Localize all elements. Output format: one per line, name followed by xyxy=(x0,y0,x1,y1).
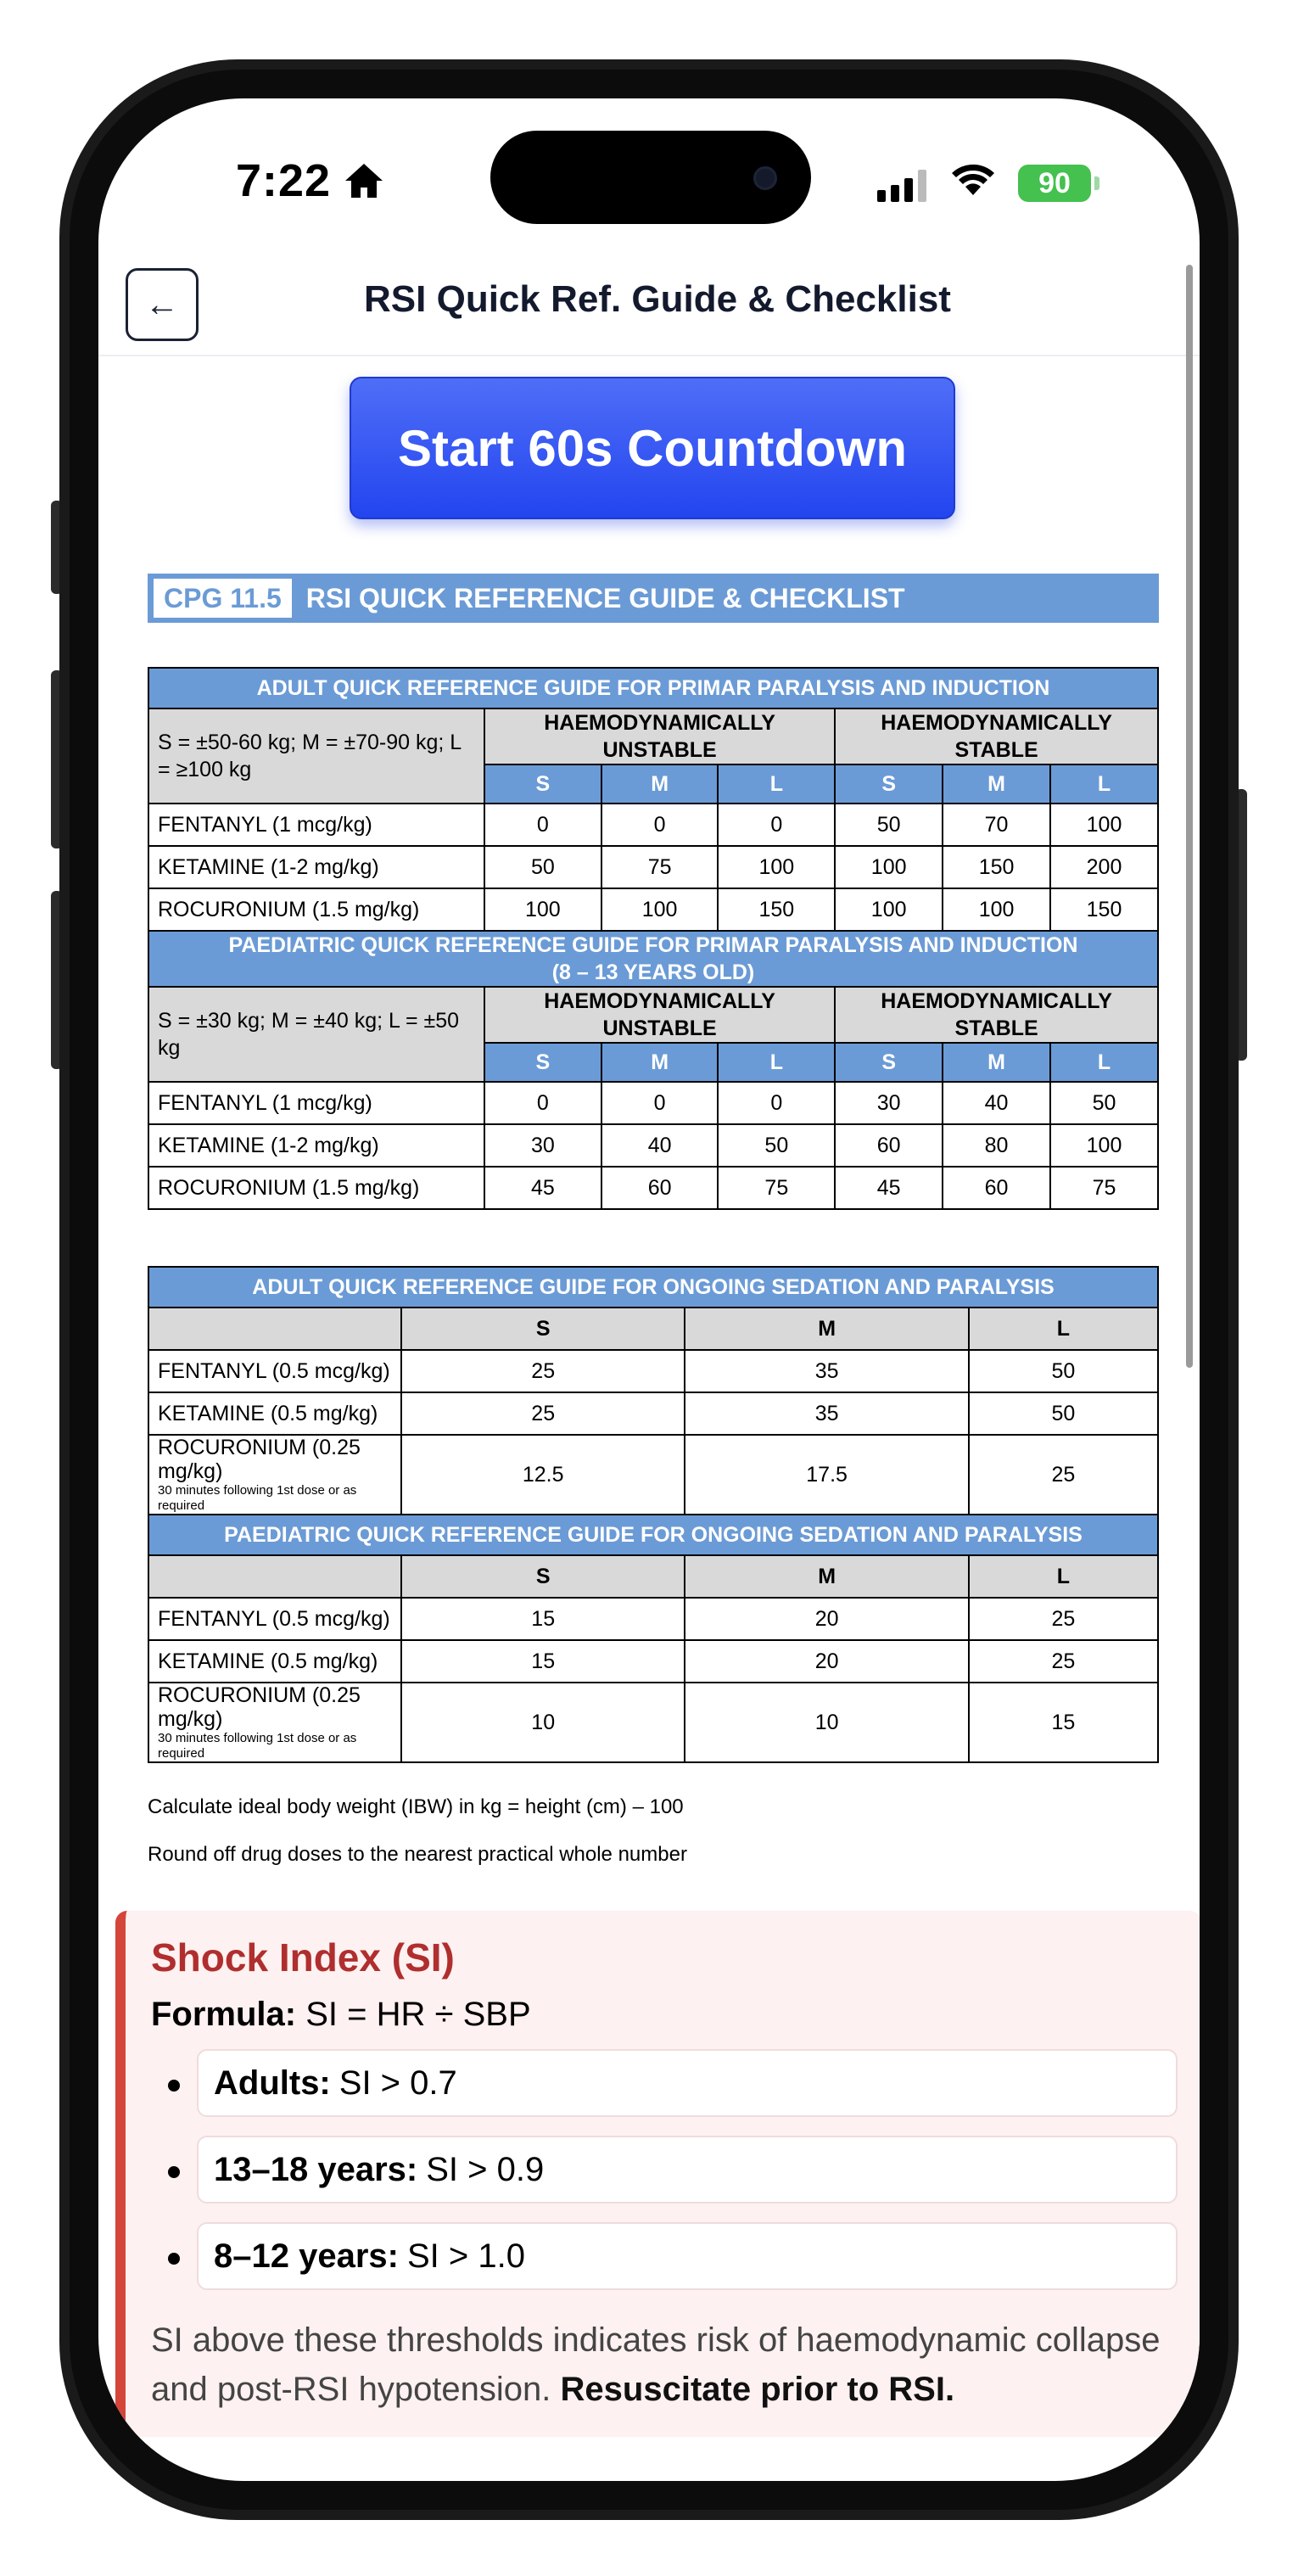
app-header xyxy=(98,268,1200,356)
page-title: RSI Quick Ref. Guide & Checklist xyxy=(364,278,951,320)
camera-icon xyxy=(753,166,777,190)
sedation-table xyxy=(148,1266,1159,1763)
wifi-icon xyxy=(948,161,998,199)
induction-table xyxy=(148,667,1159,1210)
table-row: KETAMINE (1-2 mg/kg) 50 75 100 100 150 200 xyxy=(148,846,1158,888)
size-header-row: S M L xyxy=(148,1308,1158,1350)
back-arrow-icon: ← xyxy=(145,285,179,323)
table-row: KETAMINE (0.5 mg/kg) 15 20 25 xyxy=(148,1640,1158,1683)
shock-formula: Formula: SI = HR ÷ SBP xyxy=(151,1996,531,2033)
shock-index-title: Shock Index (SI) xyxy=(151,1935,455,1980)
back-button[interactable] xyxy=(126,268,199,341)
bullet-icon xyxy=(168,2166,180,2178)
dynamic-island xyxy=(490,131,811,224)
battery-icon: 90 xyxy=(1018,165,1091,202)
list-item: Adults: SI > 0.7 xyxy=(151,2049,1200,2120)
table-row: ROCURONIUM (1.5 mg/kg) 45 60 75 45 60 75 xyxy=(148,1167,1158,1209)
cpg-header xyxy=(148,574,1159,623)
table-title-row: PAEDIATRIC QUICK REFERENCE GUIDE FOR ONGOING SEDATION AND PARALYSIS xyxy=(148,1515,1158,1555)
table-row: FENTANYL (1 mcg/kg) 0 0 0 30 40 50 xyxy=(148,1082,1158,1124)
home-icon xyxy=(343,161,385,200)
phone-screen xyxy=(98,98,1200,2481)
shock-index-card xyxy=(115,1911,1200,2437)
bullet-icon xyxy=(168,2253,180,2265)
table-row: KETAMINE (1-2 mg/kg) 30 40 50 60 80 100 xyxy=(148,1124,1158,1167)
table-row: ROCURONIUM (0.25 mg/kg) 30 minutes following 1st dose or as required 10 10 15 xyxy=(148,1683,1158,1762)
list-item: 13–18 years: SI > 0.9 xyxy=(151,2136,1200,2207)
size-row: S M L S M L xyxy=(148,1043,1158,1082)
cpg-title: RSI QUICK REFERENCE GUIDE & CHECKLIST xyxy=(305,582,905,613)
table-row: ROCURONIUM (0.25 mg/kg) 30 minutes following 1st dose or as required 12.5 17.5 25 xyxy=(148,1435,1158,1515)
scrollbar[interactable] xyxy=(1186,265,1193,1368)
status-bar xyxy=(98,98,1200,260)
rounding-note: Round off drug doses to the nearest practical whole number xyxy=(148,1843,687,1866)
bullet-icon xyxy=(168,2080,180,2092)
table-row: ROCURONIUM (1.5 mg/kg) 100 100 150 100 100 150 xyxy=(148,888,1158,931)
shock-summary: SI above these thresholds indicates risk of haemodynamic collapse and post-RSI hypotension. Resuscitate prior to RSI. xyxy=(151,2321,1161,2408)
table-title-row: ADULT QUICK REFERENCE GUIDE FOR PRIMAR PARALYSIS AND INDUCTION xyxy=(148,668,1158,708)
cellular-signal-icon xyxy=(877,168,926,202)
list-item: 8–12 years: SI > 1.0 xyxy=(151,2222,1200,2293)
ibw-note: Calculate ideal body weight (IBW) in kg = height (cm) – 100 xyxy=(148,1795,684,1818)
table-title-row: PAEDIATRIC QUICK REFERENCE GUIDE FOR PRIMAR PARALYSIS AND INDUCTION (8 – 13 YEARS OLD) xyxy=(148,931,1158,987)
table-header-row: S = ±50-60 kg; M = ±70-90 kg; L = ≥100 kg HAEMODYNAMICALLY UNSTABLE HAEMODYNAMICALLY STABLE xyxy=(148,708,1158,764)
table-row: FENTANYL (1 mcg/kg) 0 0 0 50 70 100 xyxy=(148,804,1158,846)
table-row: FENTANYL (0.5 mcg/kg) 15 20 25 xyxy=(148,1598,1158,1640)
table-header-row: S = ±30 kg; M = ±40 kg; L = ±50 kg HAEMODYNAMICALLY UNSTABLE HAEMODYNAMICALLY STABLE xyxy=(148,987,1158,1043)
size-header-row: S M L xyxy=(148,1555,1158,1598)
status-time: 7:22 xyxy=(236,154,385,207)
cpg-code: CPG 11.5 xyxy=(151,576,294,620)
table-title-row: ADULT QUICK REFERENCE GUIDE FOR ONGOING SEDATION AND PARALYSIS xyxy=(148,1267,1158,1308)
size-row: S M L S M L xyxy=(148,764,1158,804)
table-row: FENTANYL (0.5 mcg/kg) 25 35 50 xyxy=(148,1350,1158,1392)
table-row: KETAMINE (0.5 mg/kg) 25 35 50 xyxy=(148,1392,1158,1435)
start-countdown-button[interactable]: Start 60s Countdown xyxy=(350,377,955,519)
